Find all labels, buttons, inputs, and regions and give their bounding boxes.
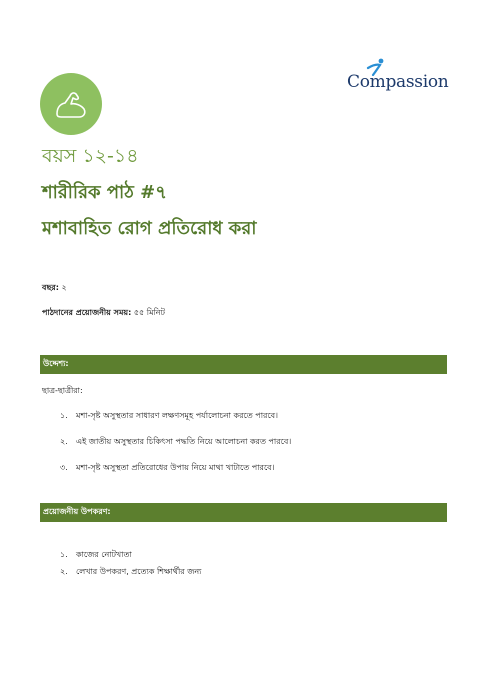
list-item (60, 549, 440, 561)
list-text: কাজের নোটখাতা (76, 550, 132, 559)
flexed-arm-icon (51, 84, 91, 124)
time-line (42, 307, 165, 320)
time-value: ৫৫ মিনিট (133, 308, 165, 317)
list-text: মশা-সৃষ্ট অসুস্থতা প্রতিরোধের উপায় নিয়ে মাথা খাটাতে পারবে। (76, 463, 275, 472)
list-item (60, 462, 440, 474)
year-value: ২ (61, 283, 67, 292)
list-item (60, 436, 440, 448)
logo-wordmark: Compassion (347, 72, 449, 92)
list-text: মশা-সৃষ্ট অসুস্থতার সাধারণ লক্ষণসমূহ পর্যালোচনা করতে পারবে। (76, 411, 278, 420)
age-range: বয়স ১২-১৪ (42, 145, 139, 167)
list-item (60, 566, 440, 578)
list-text: লেখার উপকরণ, প্রত্যেক শিক্ষার্থীর জন্য (76, 567, 202, 576)
list-number: ২. (60, 567, 68, 576)
list-number: ৩. (60, 463, 68, 472)
compassion-logo (347, 58, 447, 98)
materials-heading: প্রয়োজনীয় উপকরণ: (40, 503, 447, 522)
list-number: ১. (60, 550, 68, 559)
physical-badge (40, 73, 102, 135)
list-number: ১. (60, 411, 68, 420)
list-text: এই জাতীয় অসুস্থতার চিকিৎসা পদ্ধতি নিয়ে আলোচনা করত পারবে। (76, 437, 292, 446)
year-label: বছর: (42, 283, 59, 292)
lesson-title: মশাবাহিত রোগ প্রতিরোধ করা (42, 218, 257, 239)
objectives-intro: ছাত্র-ছাত্রীরা: (42, 386, 83, 395)
list-item (60, 410, 440, 422)
list-number: ২. (60, 437, 68, 446)
lesson-label: শারীরিক পাঠ #৭ (42, 182, 167, 203)
year-line (42, 282, 67, 295)
time-label: পাঠদানের প্রয়োজনীয় সময়: (42, 308, 132, 317)
objectives-heading: উদ্দেশ্য: (40, 355, 447, 374)
